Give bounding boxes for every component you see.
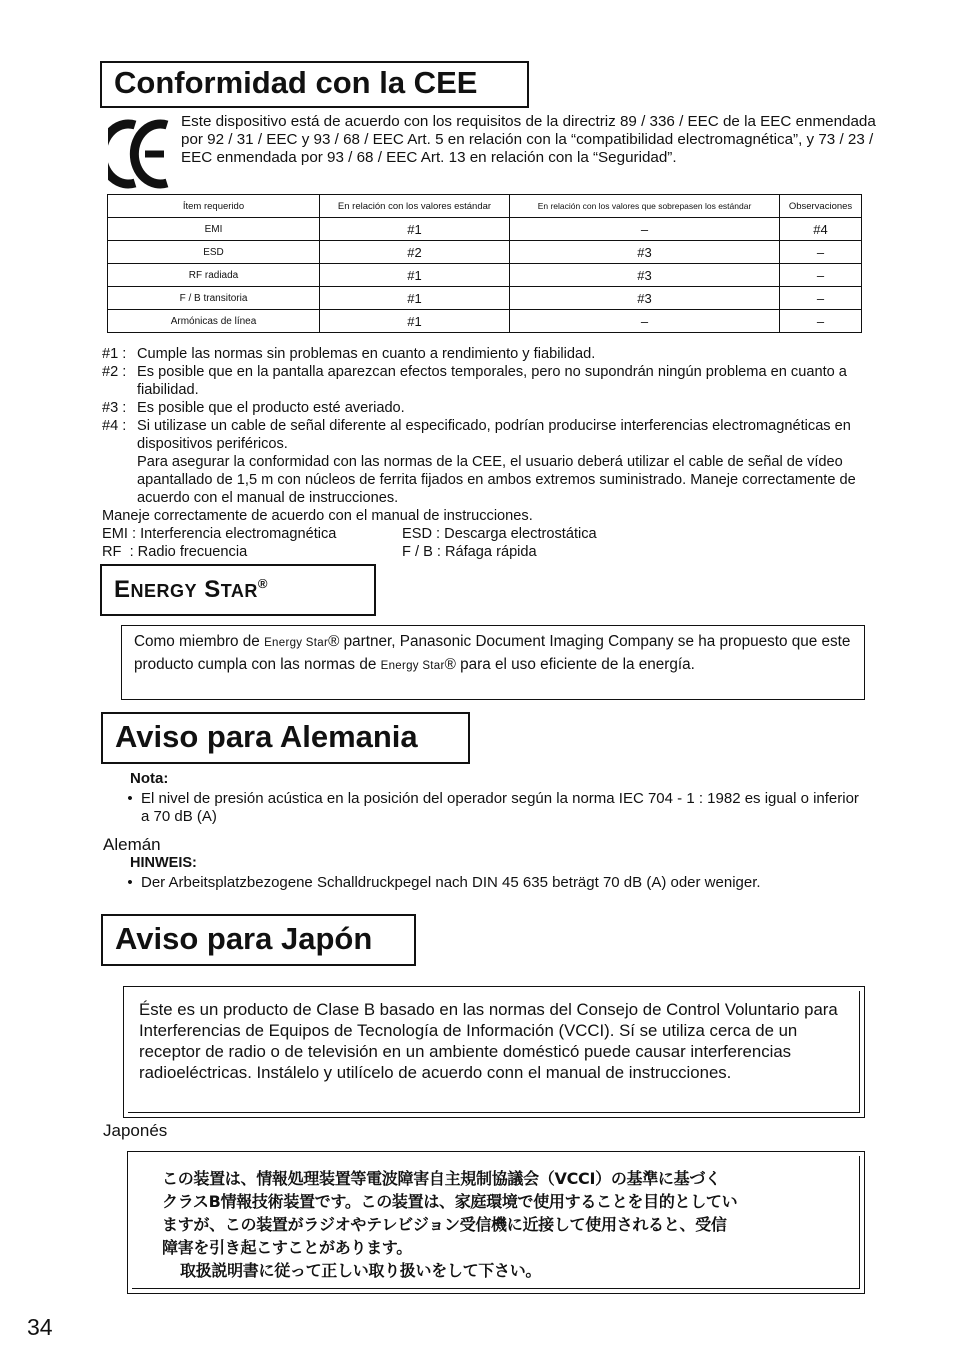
energy-star-title <box>114 576 268 604</box>
section-title-japon: Aviso para Japón <box>115 921 373 956</box>
bullet-item <box>119 874 879 892</box>
title-part: S <box>204 576 221 603</box>
nota-item <box>119 790 869 826</box>
bullet-item <box>119 790 869 826</box>
abbreviation: RF : Radio frecuencia <box>102 544 248 560</box>
jp-line: 取扱説明書に従って正しい取り扱いをして下さい。 <box>180 1261 542 1280</box>
table-header-row <box>108 195 862 218</box>
table-cell: ESD <box>108 241 320 264</box>
table-header: En relación con los valores estándar <box>320 195 510 218</box>
table-row <box>108 287 862 310</box>
table-row <box>108 310 862 333</box>
abbreviation-row <box>102 543 872 561</box>
vcci-spanish-box <box>123 986 865 1118</box>
table-cell: #4 <box>780 218 862 241</box>
abbreviation: EMI : Interferencia electromagnética <box>102 526 337 542</box>
table-cell: #3 <box>510 287 780 310</box>
bullet-text: El nivel de presión acústica en la posición del operador según la norma IEC 704 - 1 : 1982 es igual o inferior a 70 dB (A) <box>141 790 859 825</box>
energy-star-text <box>134 631 852 677</box>
table-cell: EMI <box>108 218 320 241</box>
vcci-japanese-box <box>127 1151 865 1294</box>
jp-line: ますが、この装置がラジオやテレビジョン受信機に近接して使用されると、受信 <box>162 1215 727 1234</box>
table-header: Ítem requerido <box>108 195 320 218</box>
abbreviation-row <box>102 525 872 543</box>
jp-line: クラスB情報技術装置です。この装置は、家庭環境で使用することを目的としてい <box>162 1192 738 1211</box>
vcci-spanish-text: Éste es un producto de Clase B basado en las normas del Consejo de Control Voluntario para Interferencias de Equipos de Tecnología de Información (VCCI). Sí se utiliza cerca de un receptor de radio o de televisión en un ambiente domésticó puede causar interferencias radioeléctricas. Instálelo y utilícelo de acuerdo conn el manual de instrucciones. <box>139 1000 838 1082</box>
table-header: En relación con los valores que sobrepasen los estándar <box>510 195 780 218</box>
table-header: Observaciones <box>780 195 862 218</box>
title-part: NERGY <box>130 581 198 601</box>
bullet-text: Der Arbeitsplatzbezogene Schalldruckpegel nach DIN 45 635 beträgt 70 dB (A) oder weniger. <box>141 874 761 891</box>
note-key: #2 : <box>102 364 127 380</box>
brand-name: Energy Star <box>380 660 445 672</box>
energy-star-box <box>121 625 865 700</box>
table-row <box>108 241 862 264</box>
aleman-label: Alemán <box>103 835 161 854</box>
table-cell: #2 <box>320 241 510 264</box>
text-part: ® para el uso eficiente de la energía. <box>444 656 695 673</box>
text-part: Como miembro de <box>134 633 265 650</box>
note-key: #4 : <box>102 418 127 434</box>
hinweis-item <box>119 874 879 892</box>
section-heading-alemania <box>101 712 470 764</box>
section-heading-cee <box>100 61 529 108</box>
note-key: #3 : <box>102 400 127 416</box>
note-item <box>102 399 872 417</box>
table-cell: – <box>780 241 862 264</box>
jp-line: 障害を引き起こすことがあります。 <box>162 1238 412 1257</box>
note-item <box>102 417 872 453</box>
note-text: Es posible que el producto esté averiado. <box>137 400 405 416</box>
table-cell: #1 <box>320 287 510 310</box>
registered-mark: ® <box>257 576 268 591</box>
note-text: Si utilizase un cable de señal diferente al especificado, podrían producirse interferencias electromagnéticas en dispositivos periféricos. <box>137 418 851 452</box>
table-cell: #3 <box>510 241 780 264</box>
hinweis-label: HINWEIS: <box>130 855 197 871</box>
section-heading-energy-star <box>100 564 376 616</box>
section-heading-japon <box>101 914 416 966</box>
table-cell: – <box>780 264 862 287</box>
page-number: 34 <box>27 1314 53 1340</box>
standards-table <box>107 194 862 333</box>
section-title-alemania: Aviso para Alemania <box>115 719 418 754</box>
title-part: E <box>114 576 131 603</box>
brand-name: Energy Star <box>264 637 329 649</box>
abbreviation: ESD : Descarga electrostática <box>402 526 597 542</box>
table-cell: – <box>510 310 780 333</box>
japones-label: Japonés <box>103 1121 168 1140</box>
table-cell: Armónicas de línea <box>108 310 320 333</box>
vcci-japanese-text <box>162 1167 842 1282</box>
closing-text: Maneje correctamente de acuerdo con el manual de instrucciones. <box>102 508 533 524</box>
bullet-icon: • <box>127 790 133 807</box>
table-cell: RF radiada <box>108 264 320 287</box>
section-title-cee: Conformidad con la CEE <box>114 65 478 100</box>
table-cell: #1 <box>320 310 510 333</box>
table-cell: #1 <box>320 218 510 241</box>
table-cell: #3 <box>510 264 780 287</box>
note-text: Es posible que en la pantalla aparezcan efectos temporales, pero no supondrán ningún problema en cuanto a fiabilidad. <box>137 364 847 398</box>
title-part: TAR <box>220 581 258 601</box>
ce-mark-icon <box>108 117 170 191</box>
note-item <box>102 363 872 399</box>
cee-notes <box>102 345 872 561</box>
jp-line: この装置は、情報処理装置等電波障害自主規制協議会（VCCI）の基準に基づく <box>162 1169 721 1188</box>
bullet-icon: • <box>127 874 133 891</box>
note-4-extra: Para asegurar la conformidad con las normas de la CEE, el usuario deberá utilizar el cable de señal de vídeo apantallado de 1,5 m con núcleos de ferrita fijados en ambos extremos suministrado. Maneje correctamente de acuerdo con el manual de instrucciones. <box>137 454 856 506</box>
note-item <box>102 345 872 363</box>
table-cell: #1 <box>320 264 510 287</box>
table-cell: – <box>780 310 862 333</box>
nota-label: Nota: <box>130 770 169 787</box>
note-text: Cumple las normas sin problemas en cuanto a rendimiento y fiabilidad. <box>137 346 596 362</box>
table-cell: – <box>780 287 862 310</box>
table-row <box>108 218 862 241</box>
cee-intro-text: Este dispositivo está de acuerdo con los requisitos de la directriz 89 / 336 / EEC de la EEC enmendada por 92 / 31 / EEC y 93 / 68 / EEC Art. 5 en relación con la “compatibilidad electromagnética”, y 73 / 23 / EEC enmendada por 93 / 68 / EEC Art. 13 en relación con la “Seguridad”. <box>181 113 876 166</box>
text-part: ® partner, Panasonic Document Imaging Company se ha propuesto que este producto cumpla con las normas de <box>134 633 851 673</box>
table-row <box>108 264 862 287</box>
note-key: #1 : <box>102 346 127 362</box>
abbreviation: F / B : Ráfaga rápida <box>402 544 537 560</box>
table-cell: F / B transitoria <box>108 287 320 310</box>
table-cell: – <box>510 218 780 241</box>
